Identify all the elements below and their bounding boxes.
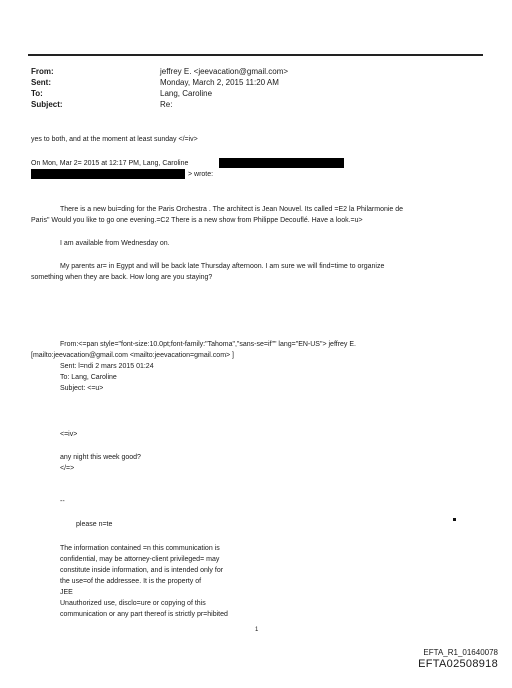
disclaimer-line: confidential, may be attorney-client privileged= may bbox=[60, 556, 220, 563]
div-tag: <=iv> bbox=[60, 431, 78, 438]
to-value: Lang, Caroline bbox=[160, 89, 213, 98]
close-tag: </=> bbox=[60, 465, 75, 472]
question-line: any night this week good? bbox=[60, 454, 141, 461]
quoted-paragraph-1-line1: There is a new bui=ding for the Paris Orchestra . The architect is Jean Nouvel. Its called =E2 la Philarmonie de bbox=[60, 206, 404, 213]
disclaimer-line: Unauthorized use, disclo=ure or copying of this bbox=[60, 600, 206, 607]
from-value: jeffrey E. <jeevacation@gmail.com> bbox=[160, 67, 289, 76]
quote-intro-line1: On Mon, Mar 2= 2015 at 12:17 PM, Lang, Caroline bbox=[31, 160, 189, 167]
forwarded-from-line1: From:<=pan style="font-size:10.0pt;font-family:"Tahoma","sans-se=if"" lang="EN-US"> jeffrey E. bbox=[60, 341, 356, 348]
from-label: From: bbox=[31, 67, 54, 76]
forwarded-sent: Sent: l=ndi 2 mars 2015 01:24 bbox=[60, 363, 154, 370]
sent-value: Monday, March 2, 2015 11:20 AM bbox=[160, 78, 279, 87]
reply-line: yes to both, and at the moment at least sunday </=iv> bbox=[31, 136, 198, 143]
disclaimer-line: communication or any part thereof is strictly pr=hibited bbox=[60, 611, 228, 618]
forwarded-from-line2: [mailto:jeevacation@gmail.com <mailto:jeevacation=gmail.com> ] bbox=[31, 352, 235, 359]
page-number: 1 bbox=[255, 627, 259, 633]
subject-label: Subject: bbox=[31, 100, 63, 109]
redaction-bar bbox=[31, 169, 185, 179]
stray-mark bbox=[453, 518, 456, 521]
quoted-paragraph-3-line2: something when they are back. How long are you staying? bbox=[31, 274, 213, 281]
please-note: please n=te bbox=[76, 521, 113, 528]
subject-value: Re: bbox=[160, 100, 173, 109]
redaction-bar bbox=[219, 158, 344, 168]
quoted-paragraph-2: I am available from Wednesday on. bbox=[60, 240, 170, 247]
disclaimer-line: constitute inside information, and is intended only for bbox=[60, 567, 224, 574]
forwarded-subject: Subject: <=u> bbox=[60, 385, 104, 392]
quoted-paragraph-3-line1: My parents ar= in Egypt and will be back late Thursday afternoon. I am sure we will find=time to organize bbox=[60, 263, 385, 270]
disclaimer-line: the use=of the addressee. It is the property of bbox=[60, 578, 202, 585]
disclaimer-line: JEE bbox=[60, 589, 73, 596]
sent-label: Sent: bbox=[31, 78, 51, 87]
bates-reference-1: EFTA_R1_01640078 bbox=[423, 648, 498, 657]
header-divider bbox=[28, 54, 483, 56]
quoted-paragraph-1-line2: Paris" Would you like to go one evening.=C2 There is a new show from Philippe Decouflé. Have a look.=u> bbox=[31, 217, 363, 224]
quote-intro-line2: > wrote: bbox=[188, 171, 214, 178]
bates-reference-2: EFTA02508918 bbox=[418, 658, 498, 670]
signature-separator: -- bbox=[60, 498, 65, 505]
disclaimer-line: The information contained =n this communication is bbox=[60, 545, 220, 552]
to-label: To: bbox=[31, 89, 43, 98]
forwarded-to: To: Lang, Caroline bbox=[60, 374, 117, 381]
